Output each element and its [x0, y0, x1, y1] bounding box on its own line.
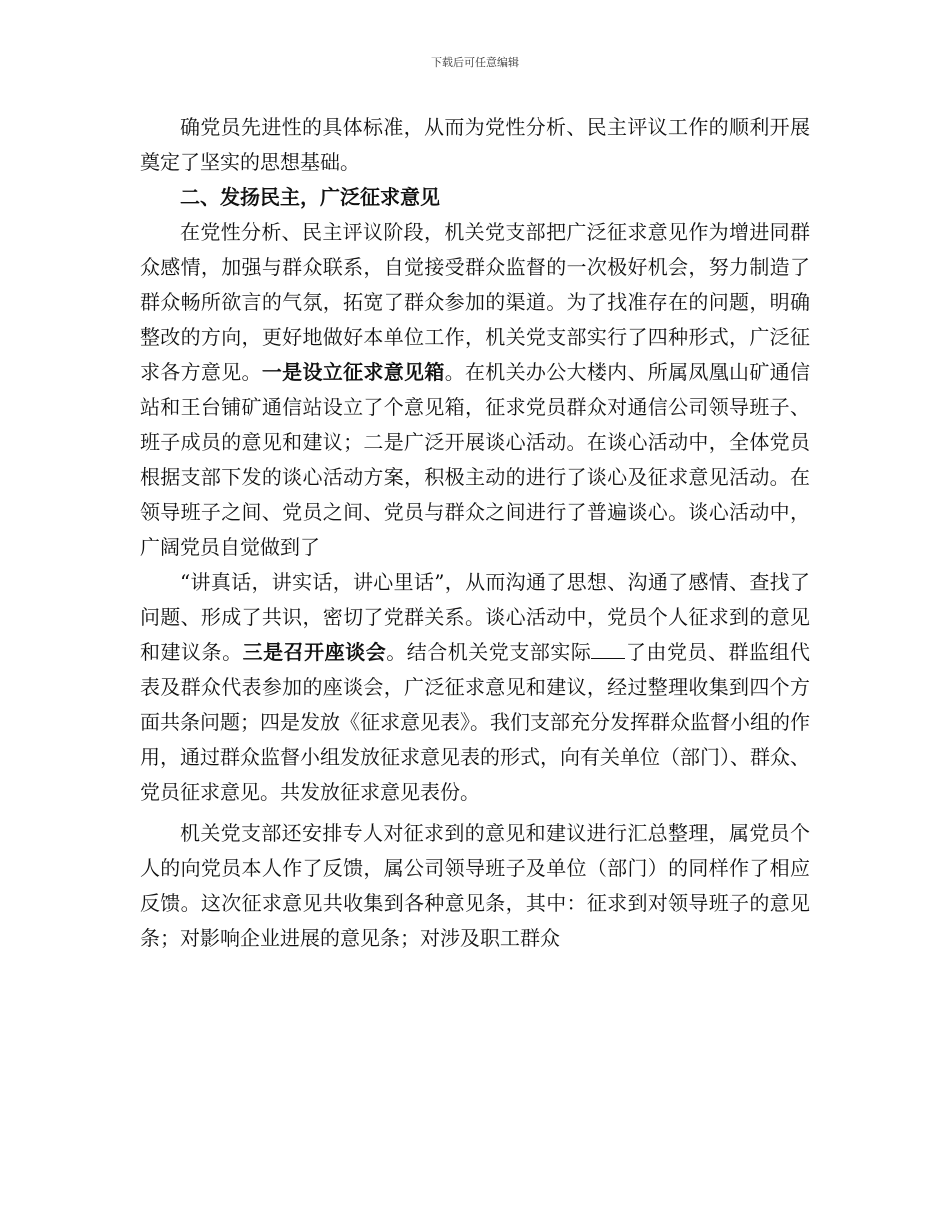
paragraph-2 [140, 215, 810, 565]
page-header-note: 下载后可任意编辑 [431, 56, 519, 69]
fill-in-blank [591, 640, 625, 659]
paragraph-3-emphasis: 三是召开座谈会 [242, 640, 387, 664]
document-body [140, 110, 810, 956]
paragraph-3-text-c: 。结合机关党支部实际 [386, 640, 592, 664]
paragraph-2-text-a: 在党性分析、民主评议阶段，机关党支部把广泛征求意见作为增进同群众感情，加强与群众联系，自觉接受群众监督的一次极好机会，努力制造了群众畅所欲言的气氛，拓宽了群众参加的渠道。为了找准存在的问题，明确整改的方向，更好地做好本单位工作，机关党支部实行了四种形式，广泛征求各方意见。 [140, 220, 810, 384]
paragraph-4: 机关党支部还安排专人对征求到的意见和建议进行汇总整理，属党员个人的向党员本人作了反馈，属公司领导班子及单位（部门）的同样作了相应反馈。这次征求意见共收集到各种意见条，其中：征求到对领导班子的意见条；对影响企业进展的意见条；对涉及职工群众 [140, 821, 810, 950]
paragraph-1: 确党员先进性的具体标准，从而为党性分析、民主评议工作的顺利开展奠定了坚实的思想基础。 [140, 115, 810, 174]
paragraph-3-text-a: “讲真话，讲实话，讲心里话”，从而沟通了思想、沟通了感情、查找了问题、形成了共识，密切了党群关系。谈心活动中，党员个人征求到的意见和建议条。 [140, 570, 810, 664]
paragraph-2-emphasis: 一是设立征求意见箱 [261, 360, 445, 384]
paragraph-2-text-c: 。在机关办公大楼内、所属凤凰山矿通信站和王台铺矿通信站设立了个意见箱，征求党员群众对通信公司领导班子、班子成员的意见和建议；二是广泛开展谈心活动。在谈心活动中，全体党员根据支部下发的谈心活动方案，积极主动的进行了谈心及征求意见活动。在领导班子之间、党员之间、党员与群众之间进行了普遍谈心。谈心活动中，广阔党员自觉做到了 [140, 360, 810, 559]
paragraph-3-text-d: 了由党员、群监组代表及群众代表参加的座谈会，广泛征求意见和建议，经过整理收集到四个方面共条问题；四是发放《征求意见表》。我们支部充分发挥群众监督小组的作用，通过群众监督小组发放征求意见表的形式，向有关单位（部门）、群众、党员征求意见。共发放征求意见表份。 [140, 640, 811, 804]
paragraph-3 [140, 565, 810, 810]
section-heading-2: 二、发扬民主，广泛征求意见 [180, 185, 440, 209]
